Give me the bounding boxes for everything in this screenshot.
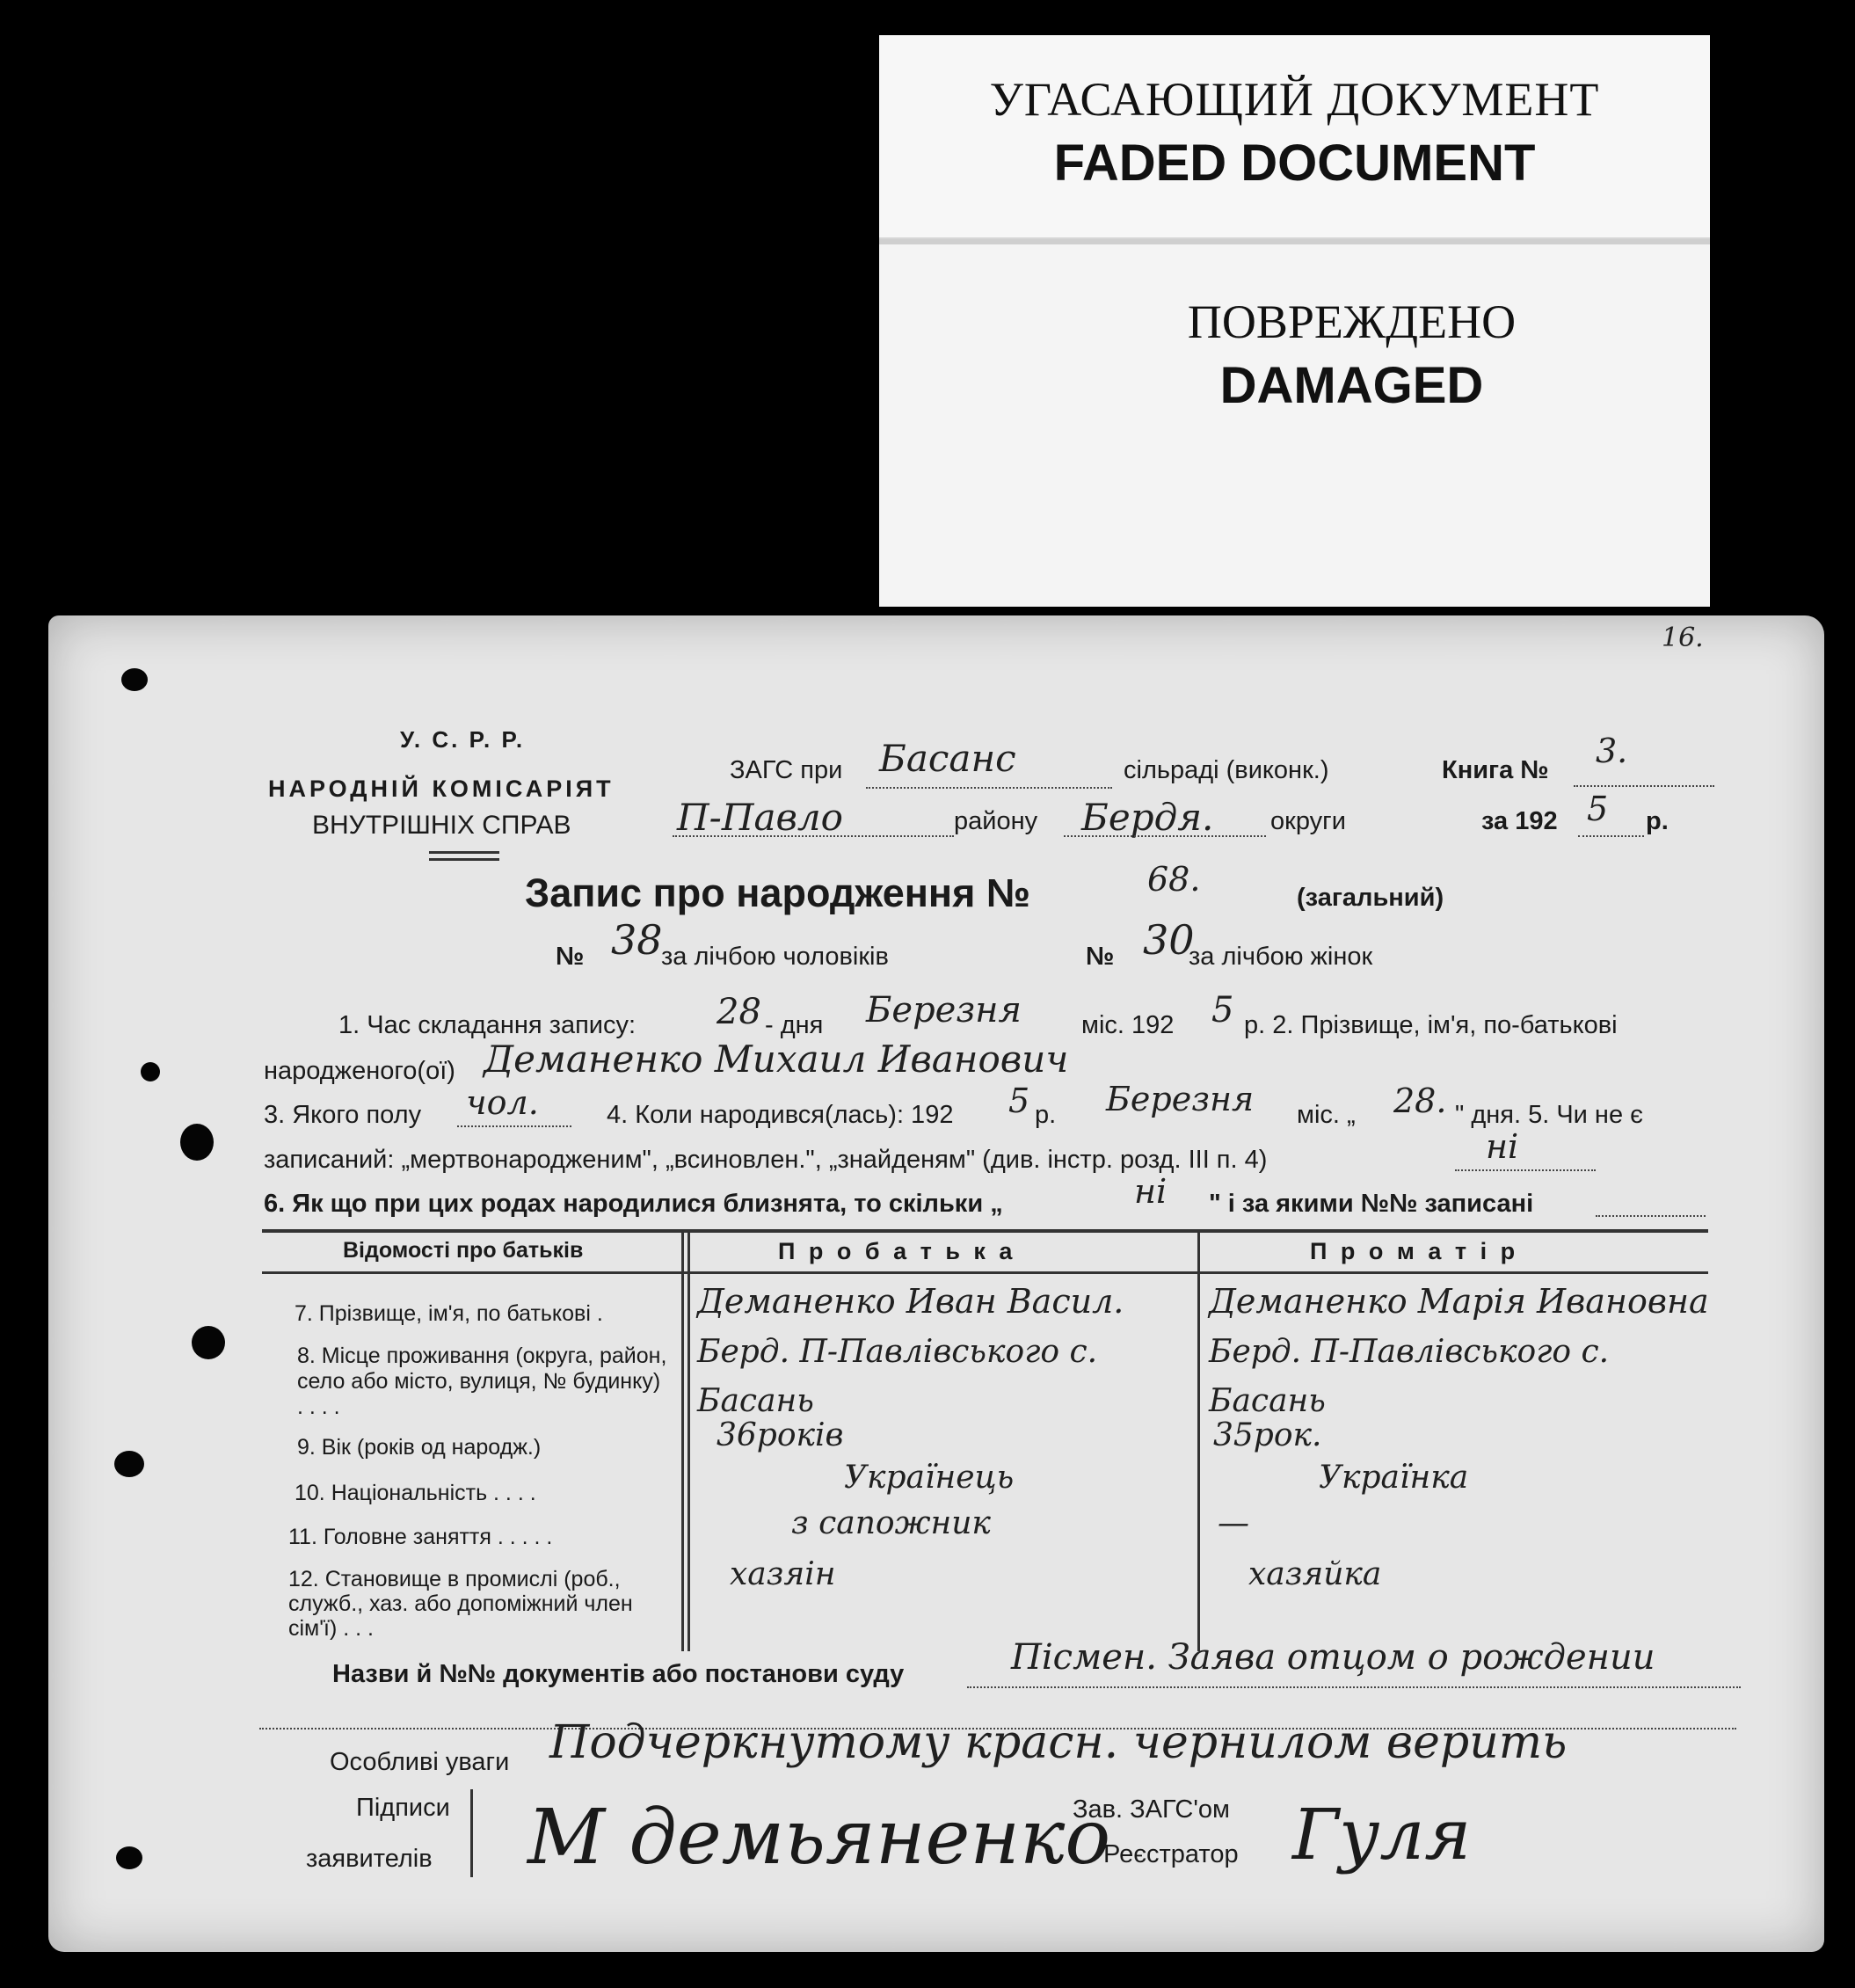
row-label: 7. Прізвище, ім'я, по батькові . bbox=[295, 1301, 603, 1326]
table-header-border bbox=[262, 1271, 1708, 1274]
book-value: 3. bbox=[1596, 732, 1628, 770]
mother-occupation: — bbox=[1218, 1505, 1249, 1541]
father-occupation: з сапожник bbox=[791, 1505, 991, 1541]
applicant-signature: М демьяненко bbox=[527, 1794, 1111, 1882]
q1-month-label: міс. 192 bbox=[1081, 1011, 1175, 1039]
divider bbox=[429, 858, 499, 861]
row-label: 11. Головне заняття . . . . . bbox=[288, 1525, 553, 1549]
male-label: за лічбою чоловіків bbox=[661, 943, 889, 971]
registrar-label-2: Реєстратор bbox=[1103, 1840, 1239, 1868]
punch-hole bbox=[180, 1124, 214, 1161]
q4-month: Березня bbox=[1106, 1080, 1255, 1118]
slip-bottom-ru: ПОВРЕЖДЕНО bbox=[1187, 295, 1517, 348]
notes-value: Подчеркнутому красн. чернилом верить bbox=[549, 1716, 1568, 1769]
row-label: 10. Національність . . . . bbox=[295, 1481, 536, 1505]
signature-bracket bbox=[470, 1789, 473, 1877]
fill-line bbox=[457, 1125, 571, 1127]
council-label: сільраді (виконк.) bbox=[1124, 756, 1329, 784]
zags-label: ЗАГС при bbox=[730, 756, 843, 784]
col-father: П р о б а т ь к а bbox=[778, 1238, 1016, 1264]
col-parents: Відомості про батьків bbox=[343, 1238, 584, 1263]
registrar-signature: Гуля bbox=[1292, 1794, 1472, 1875]
q6-suffix: " і за якими №№ записані bbox=[1209, 1190, 1534, 1218]
female-label: за лічбою жінок bbox=[1189, 943, 1373, 971]
registrar-label-1: Зав. ЗАГС'ом bbox=[1073, 1795, 1230, 1824]
punch-hole bbox=[114, 1451, 144, 1477]
male-no-value: 38 bbox=[611, 916, 663, 964]
punch-hole bbox=[192, 1326, 225, 1359]
father-residence: Берд. П-Павлiвського с. Басань bbox=[697, 1334, 1098, 1419]
q5-value: ні bbox=[1486, 1127, 1519, 1166]
q3-value: чол. bbox=[466, 1083, 539, 1122]
mother-name: Деманенко Марiя Ивановна bbox=[1209, 1282, 1709, 1321]
year-suffix: р. bbox=[1646, 807, 1669, 835]
female-no-value: 30 bbox=[1143, 916, 1195, 964]
q4-r: р. bbox=[1035, 1101, 1057, 1129]
fill-line bbox=[866, 787, 1112, 789]
mother-residence: Берд. П-Павлiвського с. Басань bbox=[1209, 1334, 1610, 1419]
row-label: 8. Місце проживання (округа, район, село або місто, вулиця, № будинку) . . . . bbox=[297, 1344, 667, 1419]
ministry-line2: ВНУТРІШНІХ СПРАВ bbox=[312, 811, 571, 840]
father-name: Деманенко Иван Васил. bbox=[697, 1282, 1124, 1321]
mother-age: 35рок. bbox=[1213, 1417, 1322, 1453]
sign-label-1: Підписи bbox=[356, 1794, 450, 1822]
year-label: за 192 bbox=[1481, 807, 1558, 835]
fill-line bbox=[967, 1686, 1741, 1688]
fill-line bbox=[1064, 835, 1266, 837]
q2-value: Деманенко Михаил Иванович bbox=[484, 1038, 1069, 1081]
q3-label: 3. Якого полу bbox=[264, 1101, 422, 1129]
table-top-border bbox=[262, 1229, 1708, 1233]
slip-top-ru: УГАСАЮЩИЙ ДОКУМЕНТ bbox=[989, 73, 1600, 126]
record-title-suffix: (загальний) bbox=[1297, 884, 1444, 912]
divider bbox=[429, 851, 499, 854]
docs-label: Назви й №№ документів або постанови суду bbox=[332, 1660, 905, 1688]
father-age: 36років bbox=[717, 1417, 844, 1453]
year-value: 5 bbox=[1587, 790, 1609, 828]
q4-month-label: міс. „ bbox=[1297, 1101, 1356, 1129]
q4-label: 4. Коли народився(лась): 192 bbox=[607, 1101, 954, 1129]
fill-line bbox=[1455, 1169, 1596, 1171]
docs-value: Пісмен. Заява отцом о рождении bbox=[1011, 1637, 1655, 1678]
fill-line bbox=[1596, 1215, 1706, 1217]
q1-suffix: р. 2. Прізвище, ім'я, по-батькові bbox=[1244, 1011, 1618, 1039]
q2-label: народженого(ої) bbox=[264, 1057, 455, 1085]
ministry-line1: НАРОДНІЙ КОМІСАРІЯТ bbox=[268, 776, 615, 802]
mother-nationality: Українка bbox=[1319, 1460, 1469, 1496]
q6-label: 6. Як що при цих родах народилися близнята, то скільки „ bbox=[264, 1190, 1003, 1218]
punch-hole bbox=[116, 1846, 142, 1869]
okrug-value: Бердя. bbox=[1081, 796, 1214, 839]
slip-top-en: FADED DOCUMENT bbox=[1053, 135, 1536, 192]
q4-suffix: " дня. 5. Чи не є bbox=[1455, 1101, 1643, 1129]
q6-value: ні bbox=[1134, 1172, 1168, 1211]
male-no-label: № bbox=[556, 943, 585, 971]
book-label: Книга № bbox=[1442, 756, 1549, 784]
page-number: 16. bbox=[1662, 623, 1704, 653]
row-label: 12. Становище в промислі (роб., служб., хаз. або допоміжний член сім'ї) . . . bbox=[288, 1567, 633, 1641]
fill-line bbox=[673, 835, 954, 837]
okrug-label: округи bbox=[1270, 807, 1346, 835]
table-divider bbox=[681, 1229, 684, 1651]
q1-label: 1. Час складання запису: bbox=[338, 1011, 637, 1039]
q4-year: 5 bbox=[1008, 1081, 1030, 1120]
mother-status: хазяйка bbox=[1248, 1556, 1382, 1592]
district-label: району bbox=[954, 807, 1038, 835]
q1-year: 5 bbox=[1211, 990, 1234, 1030]
punch-hole bbox=[141, 1062, 160, 1081]
q5-label: записаний: „мертвонародженим", „всиновлен.", „знайденям" (див. інстр. розд. III п. 4) bbox=[264, 1146, 1268, 1174]
q1-day: 28 bbox=[717, 992, 761, 1032]
father-status: хазяін bbox=[730, 1556, 836, 1592]
col-mother: П р о м а т і р bbox=[1310, 1238, 1519, 1264]
q1-month: Березня bbox=[866, 990, 1022, 1030]
q1-day-label: - дня bbox=[765, 1011, 824, 1039]
punch-hole bbox=[121, 668, 148, 691]
record-title: Запис про народження № bbox=[525, 870, 1031, 915]
zags-value: Басанс bbox=[879, 737, 1016, 780]
female-no-label: № bbox=[1086, 943, 1115, 971]
notes-label: Особливі уваги bbox=[330, 1748, 510, 1776]
label-slip-top bbox=[879, 35, 1710, 241]
slip-fold bbox=[879, 239, 1710, 244]
record-number: 68. bbox=[1147, 860, 1201, 899]
slip-bottom-en: DAMAGED bbox=[1219, 357, 1484, 414]
table-divider bbox=[1197, 1229, 1200, 1651]
q4-day: 28. bbox=[1393, 1081, 1447, 1120]
republic-label: У. С. Р. Р. bbox=[400, 726, 526, 753]
row-label: 9. Вік (років од народж.) bbox=[297, 1435, 542, 1460]
sign-label-2: заявителів bbox=[306, 1845, 433, 1873]
father-nationality: Українець bbox=[844, 1460, 1015, 1496]
fill-line bbox=[1578, 835, 1644, 837]
fill-line bbox=[1574, 785, 1714, 787]
district-value: П-Павло bbox=[677, 796, 843, 839]
table-divider bbox=[687, 1229, 690, 1651]
